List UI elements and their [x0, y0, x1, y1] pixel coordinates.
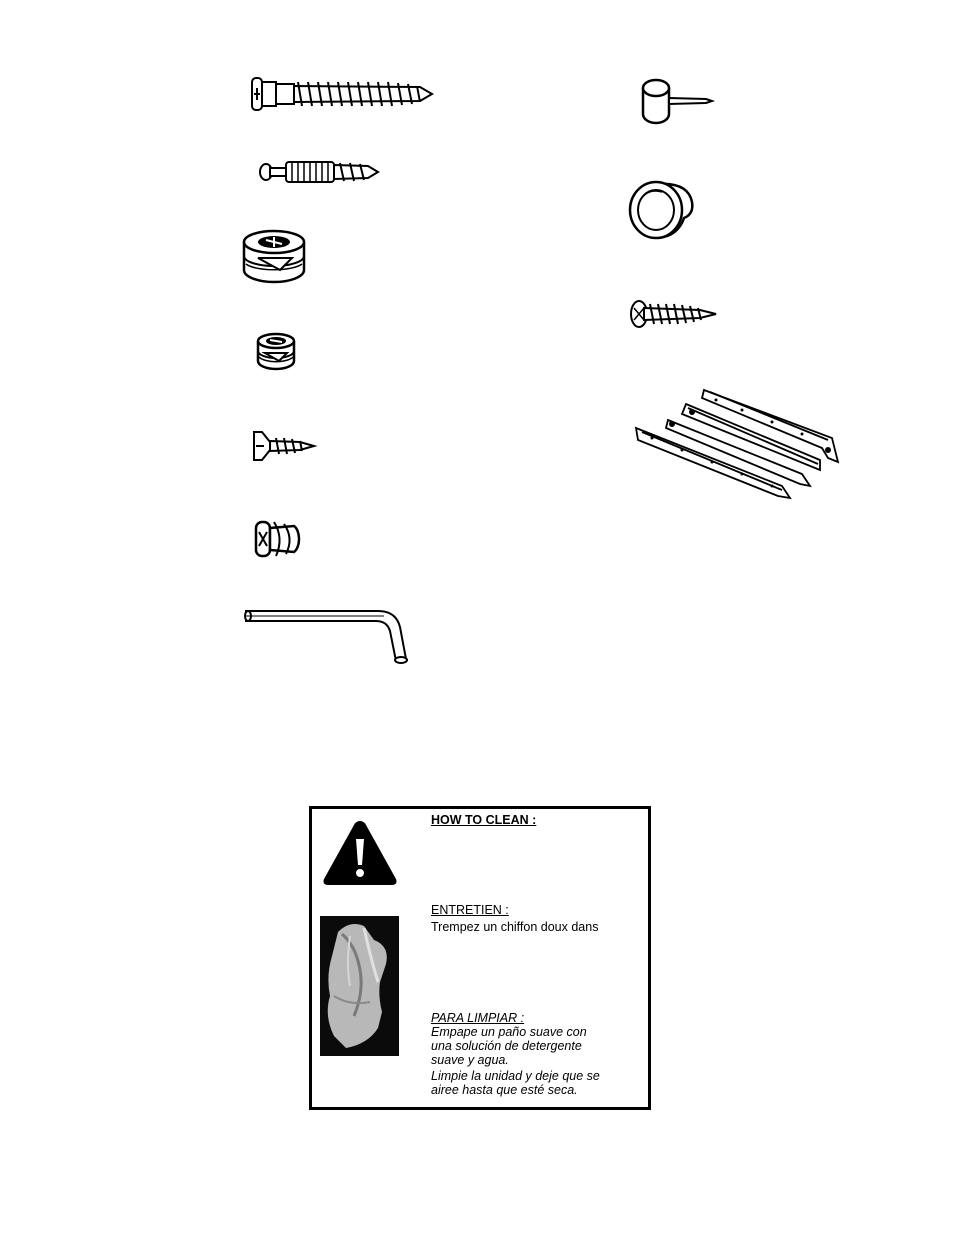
spanish-text-line: Empape un paño suave con [431, 1025, 587, 1039]
pan-head-screw-icon [630, 298, 718, 330]
drawer-knob-icon [628, 176, 702, 242]
spanish-text-line: Limpie la unidad y deje que se [431, 1069, 600, 1083]
para-limpiar-heading: PARA LIMPIAR : [431, 1011, 525, 1025]
spanish-text-line: suave y agua. [431, 1053, 509, 1067]
spanish-text-line: airee hasta que esté seca. [431, 1083, 578, 1097]
short-cam-bolt-icon [258, 157, 380, 187]
spanish-text-line: una solución de detergente [431, 1039, 582, 1053]
french-text-line: Trempez un chiffon doux dans [431, 920, 599, 934]
warning-triangle-icon [322, 817, 398, 892]
long-cam-bolt-icon [250, 74, 434, 114]
small-cam-lock-icon [255, 331, 297, 373]
drawer-slide-rails-icon [632, 386, 844, 506]
flat-head-screw-icon [252, 430, 316, 462]
drywall-anchor-icon [254, 518, 306, 560]
cleaning-cloth-icon [320, 916, 399, 1056]
furniture-glide-nail-icon [640, 78, 714, 126]
entretien-heading: ENTRETIEN : [431, 903, 509, 917]
cleaning-instructions-box [309, 806, 651, 1110]
large-cam-lock-icon [240, 228, 310, 284]
allen-wrench-icon [244, 607, 412, 669]
how-to-clean-heading: HOW TO CLEAN : [431, 813, 537, 827]
